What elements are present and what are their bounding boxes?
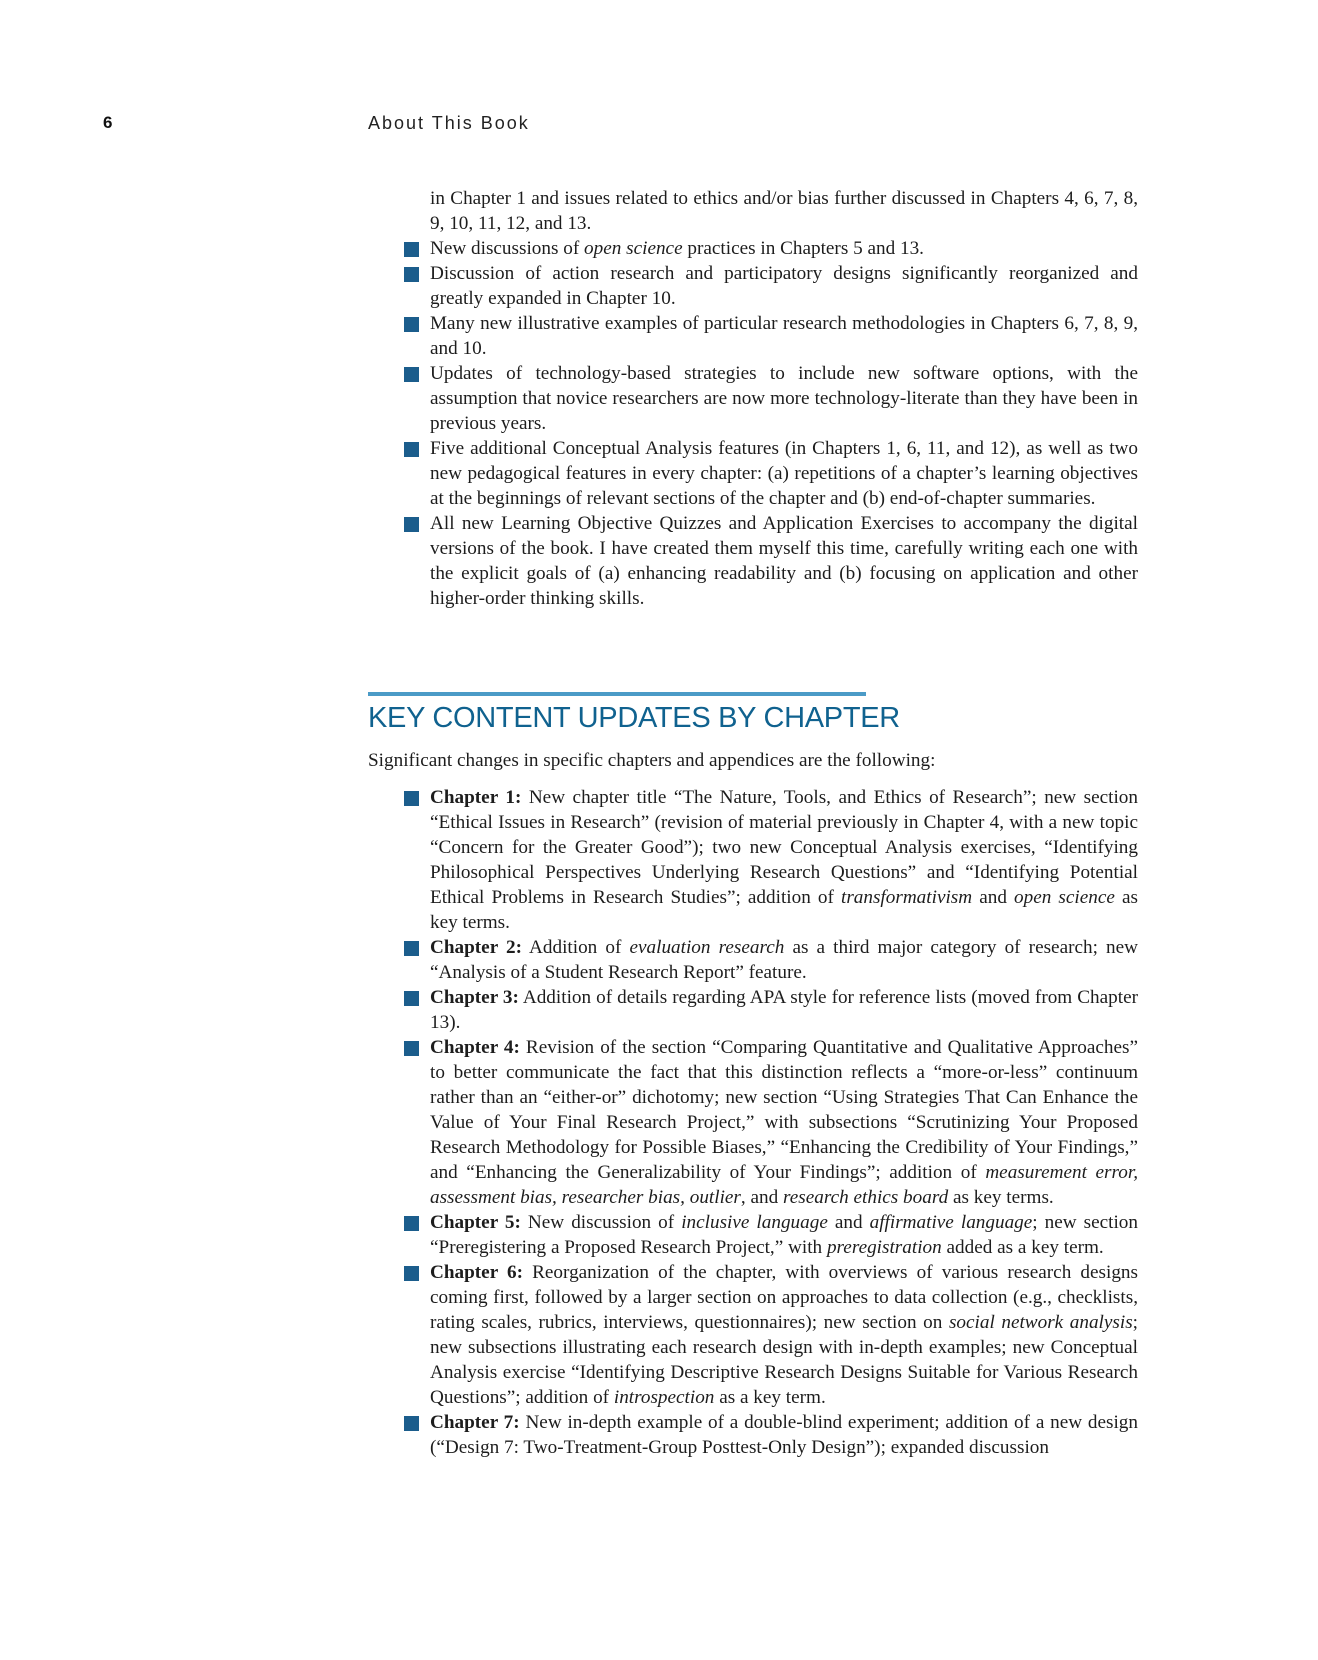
square-bullet-icon <box>404 1216 419 1231</box>
square-bullet-icon <box>404 941 419 956</box>
square-bullet-icon <box>404 242 419 257</box>
chapter-text: , and <box>740 1187 783 1208</box>
square-bullet-icon <box>404 1041 419 1056</box>
list-item-text: Updates of technology-based strategies to include new software options, with the assumption that novice researchers are now more technology-literate than they have been in previous years. <box>430 363 1138 434</box>
chapter-item <box>404 1035 1138 1210</box>
chapter-text: and <box>827 1212 870 1233</box>
chapter-text: Revision of the section “Comparing Quantitative and Qualitative Approaches” to better communicate the fact that this distinction reflects a “more-or-less” continuum rather than an “either-or” dichotomy; new section “Using Strategies That Can Enhance the Value of Your Final Research Project,” with subsections “Scrutinizing Your Proposed Research Methodology for Possible Biases,” “Enhancing the Credibility of Your Findings,” and “Enhancing the Generalizability of Your Findings”; addition of <box>430 1037 1138 1183</box>
italic-term: research ethics board <box>783 1187 949 1208</box>
running-head: About This Book <box>368 113 530 133</box>
list-item-continuation <box>404 186 1138 236</box>
chapter-label: Chapter 3: <box>430 987 519 1008</box>
italic-term: transformativism <box>840 887 973 908</box>
section-rule <box>368 692 866 696</box>
list-item-text: New discussions of <box>430 238 585 259</box>
list-item-text: Many new illustrative examples of particular research methodologies in Chapters 6, 7, 8, 9, and 10. <box>430 313 1138 359</box>
feature-bullet-list <box>404 186 1138 611</box>
list-item-text: Discussion of action research and participatory designs significantly reorganized and greatly expanded in Chapter 10. <box>430 263 1138 309</box>
chapter-label: Chapter 7: <box>430 1412 520 1433</box>
list-item-text: practices in Chapters 5 and 13. <box>682 238 924 259</box>
italic-term: affirmative language <box>869 1212 1033 1233</box>
italic-term: inclusive language <box>681 1212 828 1233</box>
chapter-text: New discussion of <box>520 1212 682 1233</box>
chapter-text: as key terms. <box>430 887 1138 933</box>
italic-term: open science <box>1014 887 1115 908</box>
chapter-item <box>404 785 1138 935</box>
italic-term: open science <box>584 238 683 259</box>
square-bullet-icon <box>404 791 419 806</box>
chapter-item <box>404 985 1138 1035</box>
square-bullet-icon <box>404 1416 419 1431</box>
chapter-text: ; new subsections illustrating each research design with in-depth examples; new Conceptual Analysis exercise “Identifying Descriptive Research Designs Suitable for Various Research Questions”; addition of <box>430 1312 1138 1408</box>
list-item <box>404 361 1138 436</box>
chapter-text: Addition of details regarding APA style for reference lists (moved from Chapter 13). <box>430 987 1138 1033</box>
chapter-text: ; new section “Preregistering a Proposed Research Project,” with <box>430 1212 1138 1258</box>
chapter-text: and <box>972 887 1015 908</box>
chapter-text: as a third major category of research; new “Analysis of a Student Research Report” feature. <box>430 937 1139 983</box>
chapter-label: Chapter 5: <box>430 1212 521 1233</box>
chapter-text: New in-depth example of a double-blind experiment; addition of a new design (“Design 7: Two-Treatment-Group Posttest-Only Design”); expanded discussion <box>430 1412 1138 1458</box>
italic-term: preregistration <box>826 1237 942 1258</box>
chapter-text: as a key term. <box>714 1387 826 1408</box>
chapter-text: added as a key term. <box>941 1237 1104 1258</box>
square-bullet-icon <box>404 267 419 282</box>
list-item <box>404 261 1138 311</box>
chapter-text: New chapter title “The Nature, Tools, and Ethics of Research”; new section “Ethical Issues in Research” (revision of material previously in Chapter 4, with a new topic “Concern for the Greater Good”); two new Conceptual Analysis exercises, “Identifying Philosophical Perspectives Underlying Research Questions” and “Identifying Potential Ethical Problems in Research Studies”; addition of <box>430 787 1138 908</box>
square-bullet-icon <box>404 1266 419 1281</box>
list-item <box>404 511 1138 611</box>
section-intro: Significant changes in specific chapters and appendices are the following: <box>368 750 936 771</box>
italic-term: introspection <box>613 1387 715 1408</box>
square-bullet-icon <box>404 367 419 382</box>
chapter-item <box>404 1260 1138 1410</box>
chapter-label: Chapter 2: <box>430 937 522 958</box>
square-bullet-icon <box>404 442 419 457</box>
chapter-label: Chapter 1: <box>430 787 522 808</box>
square-bullet-icon <box>404 317 419 332</box>
chapter-text: Reorganization of the chapter, with overviews of various research designs coming first, followed by a larger section on approaches to data collection (e.g., checklists, rating scales, rubrics, interviews, questionnaires); new section on <box>430 1262 1138 1333</box>
list-item <box>404 311 1138 361</box>
chapter-label: Chapter 6: <box>430 1262 523 1283</box>
list-item-text: All new Learning Objective Quizzes and Application Exercises to accompany the digital versions of the book. I have created them myself this time, carefully writing each one with the explicit goals of (a) enhancing readability and (b) focusing on application and other higher-order thinking skills. <box>430 513 1138 609</box>
chapter-item <box>404 935 1138 985</box>
italic-term: measurement error, assessment bias, researcher bias, outlier <box>430 1162 1138 1208</box>
list-item <box>404 436 1138 511</box>
section-heading: KEY CONTENT UPDATES BY CHAPTER <box>368 702 900 734</box>
chapter-text: Addition of <box>521 937 630 958</box>
list-item-text: in Chapter 1 and issues related to ethics and/or bias further discussed in Chapters 4, 6, 7, 8, 9, 10, 11, 12, and 13. <box>430 188 1138 234</box>
chapter-item <box>404 1210 1138 1260</box>
chapter-updates-list <box>404 785 1138 1460</box>
italic-term: social network analysis <box>948 1312 1133 1333</box>
chapter-text: as key terms. <box>948 1187 1054 1208</box>
square-bullet-icon <box>404 991 419 1006</box>
chapter-label: Chapter 4: <box>430 1037 520 1058</box>
italic-term: evaluation research <box>629 937 785 958</box>
square-bullet-icon <box>404 517 419 532</box>
list-item-text: Five additional Conceptual Analysis features (in Chapters 1, 6, 11, and 12), as well as two new pedagogical features in every chapter: (a) repetitions of a chapter’s learning objectives at the beginnings of relevant sections of the chapter and (b) end-of-chapter summaries. <box>430 438 1138 509</box>
list-item <box>404 236 1138 261</box>
page-number: 6 <box>103 113 113 132</box>
chapter-item <box>404 1410 1138 1460</box>
